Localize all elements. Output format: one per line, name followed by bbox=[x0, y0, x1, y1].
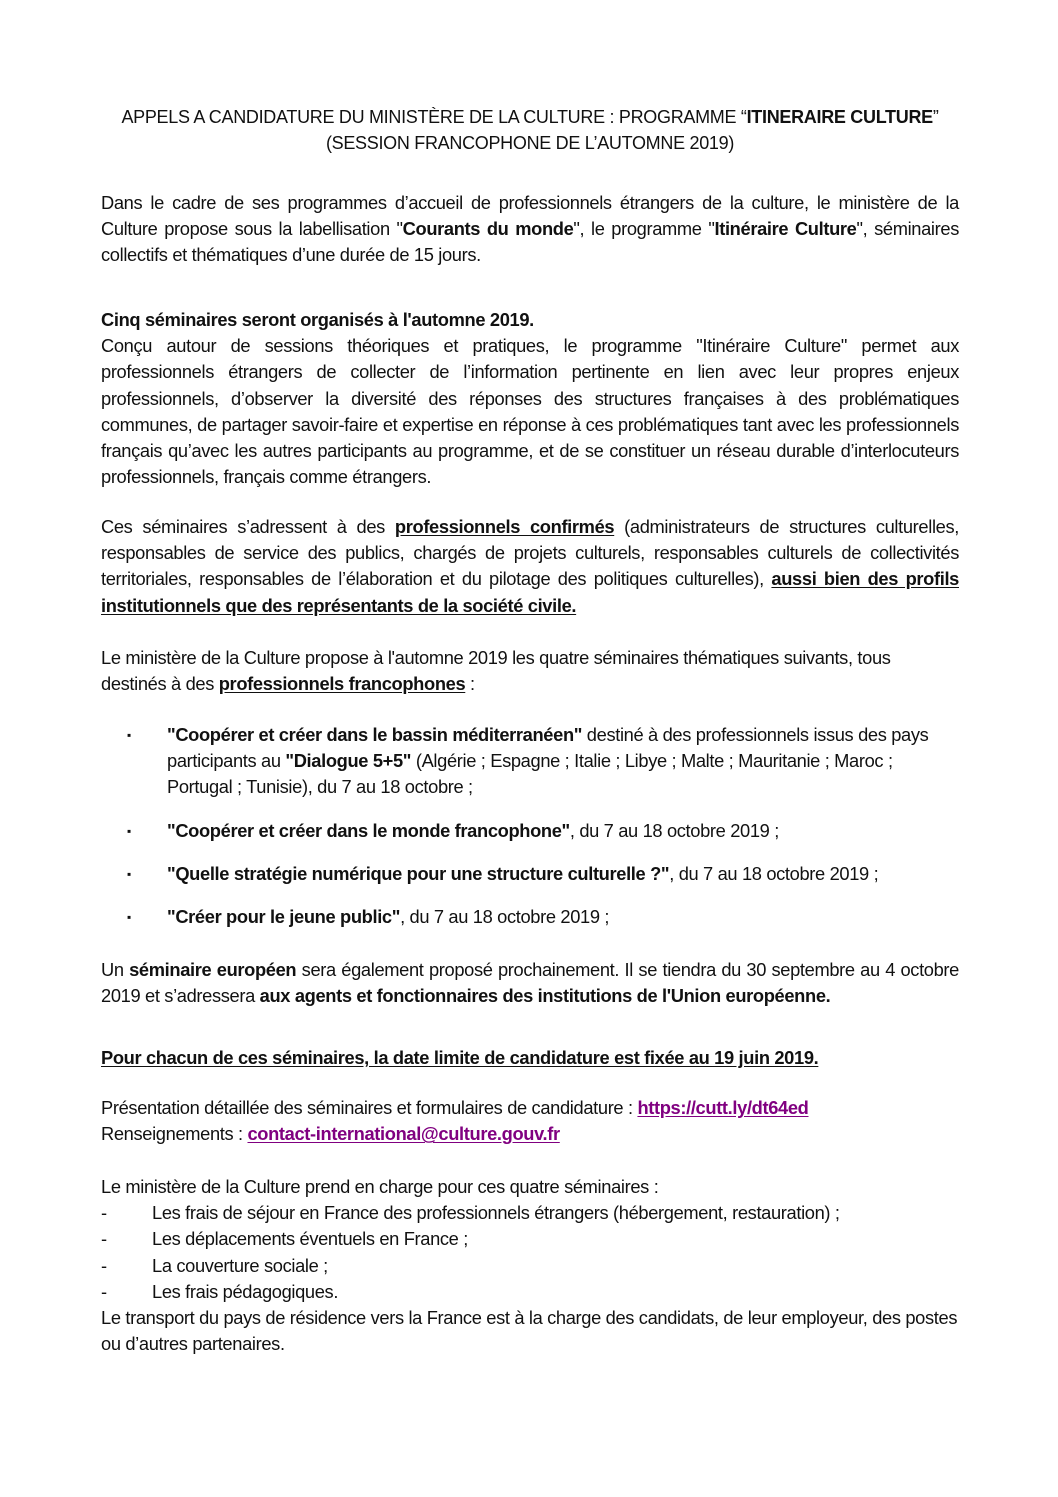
bullet-icon: ▪ bbox=[127, 823, 131, 838]
coverage-item: - La couverture sociale ; bbox=[101, 1253, 959, 1279]
program-name: ITINERAIRE CULTURE bbox=[746, 107, 933, 127]
title-line-2: (SESSION FRANCOPHONE DE L’AUTOMNE 2019) bbox=[325, 133, 735, 153]
dash-bullet-icon: - bbox=[101, 1254, 107, 1276]
bullet-icon: ▪ bbox=[127, 728, 131, 742]
dash-bullet-icon: - bbox=[101, 1202, 107, 1224]
transport-note: Le transport du pays de résidence vers la France est à la charge des candidats, de leur employeur, des postes ou d’autres partenaires. bbox=[101, 1307, 958, 1355]
proposal-paragraph: Le ministère de la Culture propose à l'automne 2019 les quatre séminaires thématiques suivants, tous destinés à des professionnels francophones : bbox=[101, 647, 891, 695]
european-seminar-paragraph: Un séminaire européen sera également proposé prochainement. Il se tiendra du 30 septembre au 4 octobre 2019 et s’adressera aux agents et fonctionnaires des institutions de l'Union européenne. bbox=[101, 959, 959, 1007]
dash-bullet-icon: - bbox=[101, 1280, 107, 1302]
presentation-line: Présentation détaillée des séminaires et formulaires de candidature : https://cutt.ly/dt64ed bbox=[101, 1097, 809, 1118]
five-seminars-section bbox=[101, 307, 959, 490]
contact-line: Renseignements : contact-international@culture.gouv.fr bbox=[101, 1123, 560, 1145]
program-description: Conçu autour de sessions théoriques et pratiques, le programme "Itinéraire Culture" permet aux professionnels étrangers de collecter de l’information pertinente en lien avec leur propres enjeux professionnels, d’observer la diversité des réponses des structures françaises à des problématiques communes, de partager savoir-faire et expertise en réponse à ces problématiques tant avec les professionnels français qu’avec les autres participants au programme, et de se constituer un réseau durable d’interlocuteurs professionnels, français comme étrangers. bbox=[101, 335, 959, 488]
dash-bullet-icon: - bbox=[101, 1228, 107, 1250]
coverage-section bbox=[101, 1174, 959, 1357]
seminar-item: ▪ "Coopérer et créer dans le monde francophone", du 7 au 18 octobre 2019 ; bbox=[101, 818, 959, 844]
coverage-item: - Les frais de séjour en France des professionnels étrangers (hébergement, restauration) ; bbox=[101, 1200, 959, 1226]
seminar-list bbox=[101, 722, 959, 947]
coverage-item: - Les frais pédagogiques. bbox=[101, 1279, 959, 1305]
bullet-icon: ▪ bbox=[127, 866, 131, 881]
presentation-link[interactable]: https://cutt.ly/dt64ed bbox=[637, 1097, 809, 1118]
title-line-1: APPELS A CANDIDATURE DU MINISTÈRE DE LA CULTURE : PROGRAMME “ITINERAIRE CULTURE” bbox=[121, 107, 939, 127]
coverage-intro: Le ministère de la Culture prend en charge pour ces quatre séminaires : bbox=[101, 1176, 659, 1197]
seminar-item: ▪ "Coopérer et créer dans le bassin méditerranéen" destiné à des professionnels issus des pays participants au "Dialogue 5+5" (Algérie ; Espagne ; Italie ; Libye ; Malte ; Mauritanie ; Maroc ; Portugal ; Tunisie), du 7 au 18 octobre ; bbox=[127, 724, 929, 798]
seminar-item: ▪ "Quelle stratégie numérique pour une structure culturelle ?", du 7 au 18 octobre 2019 ; bbox=[101, 861, 959, 887]
deadline-notice: Pour chacun de ces séminaires, la date limite de candidature est fixée au 19 juin 2019. bbox=[101, 1047, 819, 1068]
five-seminars-heading: Cinq séminaires seront organisés à l'automne 2019. bbox=[101, 309, 534, 330]
seminar-item: ▪ "Créer pour le jeune public", du 7 au 18 octobre 2019 ; bbox=[101, 904, 959, 930]
coverage-item: - Les déplacements éventuels en France ; bbox=[101, 1226, 959, 1252]
audience-paragraph: Ces séminaires s’adressent à des professionnels confirmés (administrateurs de structures culturelles, responsables de service des publics, chargés de projets culturels, responsables culturels de collectivités territoriales, responsables de l’élaboration et du pilotage des politiques culturelles), aussi bien des profils institutionnels que des représentants de la société civile. bbox=[101, 516, 959, 616]
contact-email-link[interactable]: contact-international@culture.gouv.fr bbox=[247, 1123, 560, 1145]
links-section bbox=[101, 1095, 959, 1147]
intro-paragraph: Dans le cadre de ses programmes d’accueil de professionnels étrangers de la culture, le ministère de la Culture propose sous la labellisation "Courants du monde", le programme "Itinéraire Culture", séminaires collectifs et thématiques d’une durée de 15 jours. bbox=[101, 192, 959, 266]
document-title bbox=[101, 104, 959, 156]
bullet-icon: ▪ bbox=[127, 910, 131, 925]
